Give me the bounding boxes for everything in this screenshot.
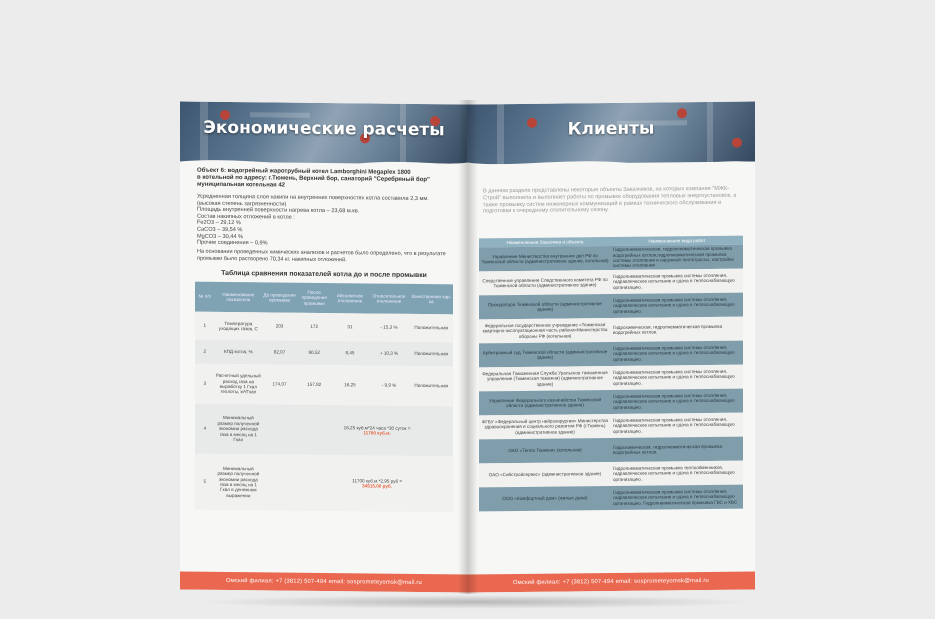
table-row: Федеральное государственное учреждение «Тюменская квартирно-эксплуатационная часть района»Министерства обороны РФ (котельная) Гидрохимическая, гидропневматическая промывка водогрейных котлов. (479, 317, 743, 344)
right-page-title: Клиенты (567, 118, 655, 140)
scale-analysis: Усредненная толщина слоя накипи на внутренних поверхностях котла составила 2,3 мм. (высокая степень загрязненности) Площадь внутренней поверхности нагрева котла – 23,68 м.кв. Состав накипных отложений в котле : Fe2O3 – 29,12 % CaCO3 – 39,54 % MgCO3 – 30,44 % Прочие соединения – 0,9% (197, 193, 429, 247)
comparison-table (195, 282, 453, 513)
left-footer: Омский филиал: +7 (3812) 507-494 email: sosprometeyomsk@mail.ru (180, 571, 468, 592)
table-row: ФГБУ «Федеральный центр нейрохирургии» Министерства здравоохранения и социального развития РФ (г.Тюмень) (административное здание) Гидропневматическая промывка системы отопления, гидравлическое испытание и сдача в теплоснабжающую организацию. (479, 413, 743, 440)
left-page (180, 101, 468, 592)
table-header-row: Наименование Заказчика и объекта Наименование вида работ (479, 236, 743, 248)
table-header-row: № п/п Наименование показателя До проведения промывки После проведения промывки Абсолютное отклонение Относительное отклонение Качественная хар-ка (195, 282, 453, 315)
table-row: Арбитражный суд Тюменской области (административное здание) Гидропневматическая промывка системы отопления, гидравлическое испытание и сдача в теплоснабжающую организацию. (479, 341, 743, 368)
hero-wave (467, 153, 755, 172)
clients-table (479, 236, 743, 512)
clients-intro: В данном разделе представлены некоторые объекты Заказчиков, на которых компания "МЖК-Строй" выполнила и выполняет работы по промывке оборудования тепловых энергоустановок, а также промывку систем инженерных коммуникаций в рамках технического обслуживания и подготовки к очередному отопительному сезону. (483, 185, 737, 215)
table-row: Федеральная Таможенная Служба Уральское таможенное управление (Тюменская таможня) (административное здание) Гидропневматическая промывка системы отопления, гидравлическое испытание и сдача в теплоснабжающую организацию. (479, 365, 743, 392)
conclusion-text: На основании проведенных химических анализов и расчетов было определено, что в результате промывки было растворено 70,34 кг. накипных отложений. (197, 248, 446, 263)
left-page-title: Экономические расчеты (203, 117, 445, 141)
table-row: ООО «Комфортный дом» (жилые дома) Гидропневматическая промывка системы отопления, гидравлическое испытание и сдача в теплоснабжающую организацию. Гидропневматическая промывка ГВС и ХВС (479, 485, 743, 512)
table-row: Следственное управление Следственного комитета РФ по Тюменской области (административное здание) Гидропневматическая промывка системы отопления, гидравлическое испытание и сдача в теплоснабжающую организацию. (479, 269, 743, 296)
table-row: Управление Министерства внутренних дел РФ по Тюменской области (административное здание, котельная) Гидропневматическая, гидропневматическая промывка водогрейных котлов,гидропневматическая промывка системы отопления и наружной теплотрассы, настройка системы отопления (479, 245, 743, 272)
comparison-table-title: Таблица сравнения показателей котла до и после промывки (221, 269, 427, 280)
brochure-shadow (196, 595, 756, 609)
brochure-spine (458, 100, 478, 594)
table-row: 1 Температура уходящих газов, С 203 172 31 - 15,3 % Положительная (195, 312, 453, 343)
table-row: ОАО «Сибстройсервис» (административное здание) Гидропневматическая промывка теплообменников, гидравлическое испытание и сдача в теплоснабжающую организацию. (479, 461, 743, 488)
table-row: 3 Расчетный удельный расход газа на выработку 1 Гкал теплоты, м³/Гкал 174,07 157,82 16,25 - 9,9 % Положительная (195, 364, 453, 407)
table-row: ОАО «Тепло Тюмени» (котельная) Гидрохимическая, гидропневматическая промывка водогрейных котлов. (479, 437, 743, 464)
table-row: 2 КПД котла, % 82,07 90,52 8,45 + 10,3 % Положительная (195, 340, 453, 367)
table-row: Прокуратура Тюменской области (административное здание) Гидропневматическая промывка системы отопления, гидравлическое испытание и сдача в теплоснабжающую организацию. (479, 293, 743, 320)
table-row: Управление Федерального казначейства Тюменской области (административное здание) Гидропневматическая промывка системы отопления, гидравлическое испытание и сдача в теплоснабжающую организацию. (479, 389, 743, 416)
object-description: Объект 6: водогрейный жаротрубный котел Lamborghini Megaplex 1800 в котельной по адресу: г.Тюмень, Верхний бор, санаторий "Серебряный бор" муниципальная котельная 42 (197, 167, 430, 189)
table-row: 5 Минимальный размер полученной экономии расхода газа в месяц на 1 Гкал в денежном выражении 11700 куб.м.*2,95 руб = 34515,00 руб. (195, 454, 453, 513)
right-footer: Омский филиал: +7 (3812) 507-494 email: sosprometeyomsk@mail.ru (467, 571, 755, 592)
table-row: 4 Минимальный размер полученной экономии расхода газа в месяц на 1 Гкал 16,25 куб.м*24 часа *30 суток = 11700 куб.м. (195, 404, 453, 457)
right-page (467, 101, 755, 592)
